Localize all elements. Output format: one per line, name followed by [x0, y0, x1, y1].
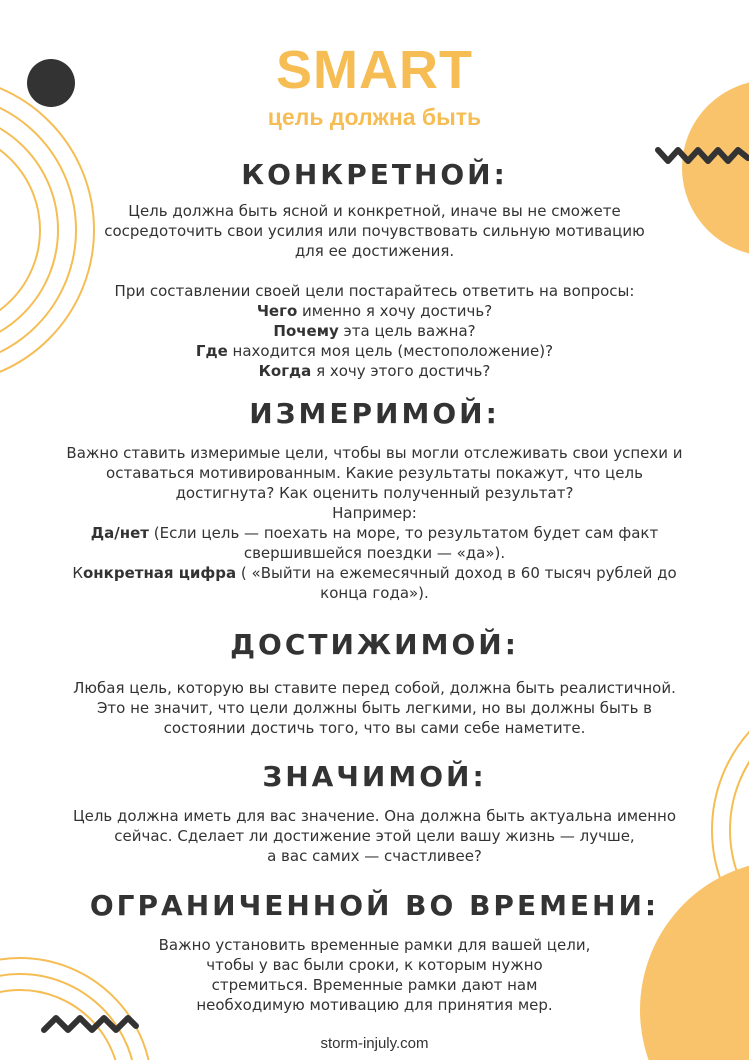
- relevant-line: а вас самих — счастливее?: [267, 847, 482, 865]
- timebound-line: чтобы у вас были сроки, к которым нужно: [206, 956, 543, 974]
- heading-specific: КОНКРЕТНОЙ:: [241, 158, 508, 191]
- section-relevant-text: [0, 806, 749, 866]
- section-timebound-text: [0, 935, 749, 1015]
- measurable-line: оставаться мотивированным. Какие результаты покажут, что цель: [106, 464, 643, 482]
- timebound-line: необходимую мотивацию для принятия мер.: [196, 996, 553, 1014]
- specific-line: Цель должна быть ясной и конкретной, иначе вы не сможете: [128, 202, 621, 220]
- heading-achievable: ДОСТИЖИМОЙ:: [230, 628, 519, 661]
- achievable-line: Это не значит, что цели должны быть легкими, но вы должны быть в: [96, 699, 653, 717]
- page-title: SMART: [276, 40, 473, 100]
- question-when: Когда я хочу этого достичь?: [258, 362, 491, 380]
- relevant-line: Цель должна иметь для вас значение. Она должна быть актуальна именно: [72, 807, 677, 825]
- heading-relevant: ЗНАЧИМОЙ:: [262, 760, 487, 793]
- section-measurable-text: [0, 443, 749, 603]
- achievable-line: состоянии достичь того, что вы сами себе наметите.: [163, 719, 586, 737]
- measurable-figure-cont: конца года»).: [320, 584, 429, 602]
- heading-measurable: ИЗМЕРИМОЙ:: [249, 397, 500, 430]
- relevant-line: сейчас. Сделает ли достижение этой цели вашу жизнь — лучше,: [114, 827, 635, 845]
- question-where: Где находится моя цель (местоположение)?: [195, 342, 554, 360]
- measurable-line: достигнута? Как оценить полученный результат?: [175, 484, 574, 502]
- timebound-line: Важно установить временные рамки для вашей цели,: [158, 936, 591, 954]
- question-why: Почему эта цель важна?: [273, 322, 476, 340]
- specific-intro: При составлении своей цели постарайтесь ответить на вопросы:: [114, 282, 635, 300]
- measurable-yes-no-cont: свершившейся поездки — «да»).: [243, 544, 506, 562]
- specific-line: сосредоточить свои усилия или почувствовать сильную мотивацию: [104, 222, 645, 240]
- specific-line: для ее достижения.: [294, 242, 455, 260]
- measurable-line: Важно ставить измеримые цели, чтобы вы могли отслеживать свои успехи и: [66, 444, 683, 462]
- section-specific-text: [0, 201, 749, 381]
- timebound-line: стремиться. Временные рамки дают нам: [211, 976, 538, 994]
- section-achievable-text: [0, 678, 749, 738]
- achievable-line: Любая цель, которую вы ставите перед собой, должна быть реалистичной.: [73, 679, 676, 697]
- measurable-figure: Конкретная цифра ( «Выйти на ежемесячный доход в 60 тысяч рублей до: [72, 564, 677, 582]
- page-subtitle: цель должна быть: [267, 104, 482, 130]
- footer-site: storm-injuly.com: [320, 1035, 429, 1052]
- question-what: Чего именно я хочу достичь?: [256, 302, 493, 320]
- measurable-yes-no: Да/нет (Если цель — поехать на море, то результатом будет сам факт: [90, 524, 659, 542]
- heading-timebound: ОГРАНИЧЕННОЙ ВО ВРЕМЕНИ:: [89, 889, 660, 922]
- measurable-line: Например:: [332, 504, 417, 522]
